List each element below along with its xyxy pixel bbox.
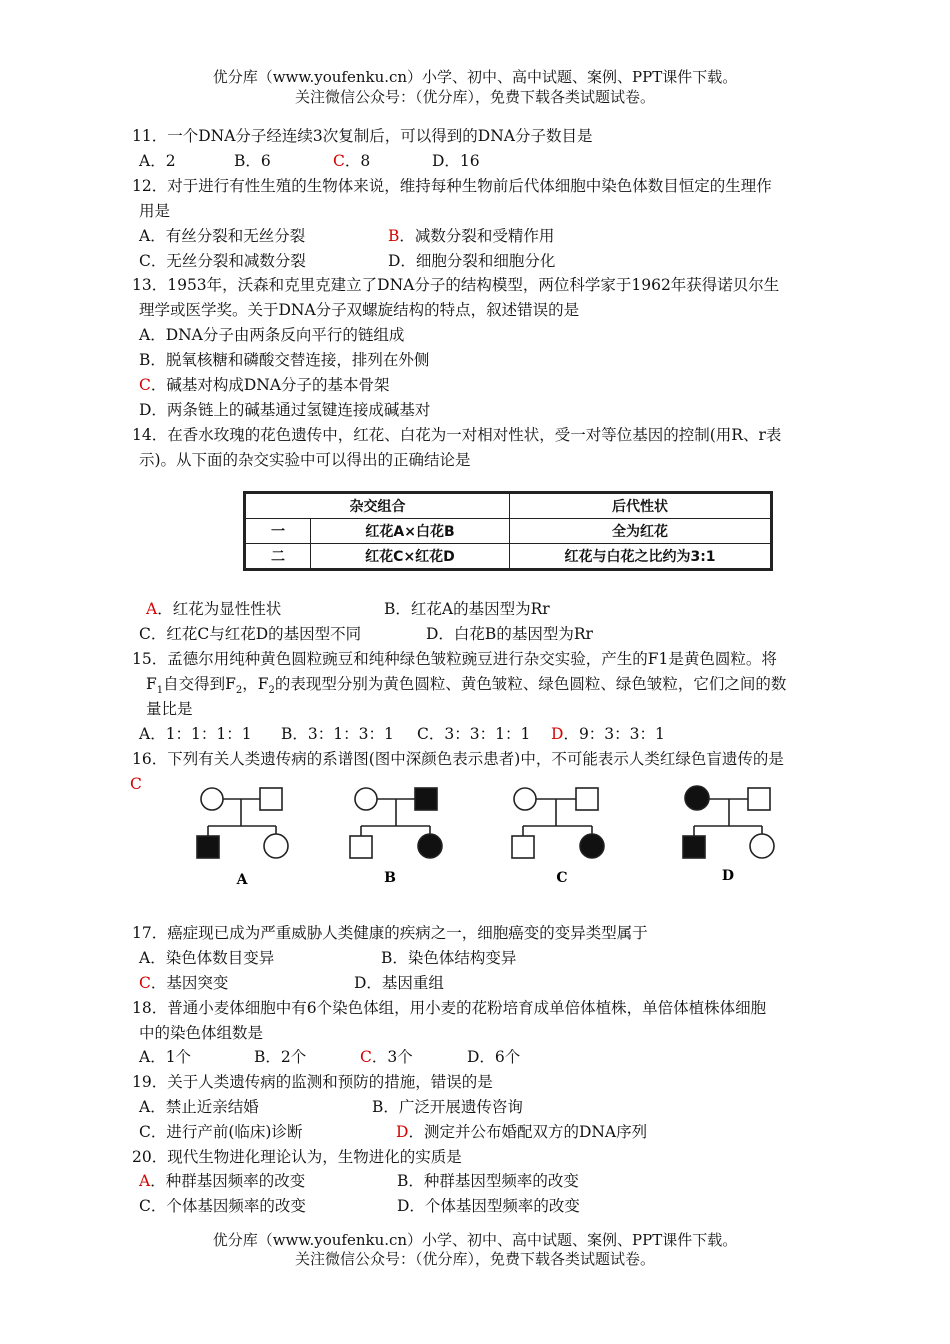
q14-option-a [146, 597, 281, 621]
q18-option-a: A．1个 [139, 1048, 192, 1066]
q15-option-b: B．3：1：3：1 [281, 725, 394, 743]
q20-stem: 20．现代生物进化理论认为，生物进化的实质是 [132, 1148, 462, 1166]
pedigree-c [512, 788, 604, 858]
q19-option-b: B．广泛开展遗传咨询 [372, 1098, 523, 1116]
q18-answer-letter: C [360, 1048, 372, 1066]
q17-stem: 17．癌症现已成为严重威胁人类健康的疾病之一，细胞癌变的变异类型属于 [132, 924, 648, 942]
q17-answer-letter: C [139, 974, 151, 992]
row-result: 全为红花 [510, 519, 772, 544]
q16-stem: 16．下列有关人类遗传病的系谱图(图中深颜色表示患者)中，不可能表示人类红绿色盲遗传的是 [132, 750, 784, 768]
q15-text: ，F [242, 675, 269, 693]
q18-option-c-text: ．3个 [371, 1048, 413, 1066]
q16-pedigree-figures [190, 780, 790, 890]
q15-text: 自交得到F [163, 675, 236, 693]
q11-stem: 11．一个DNA分子经连续3次复制后，可以得到的DNA分子数目是 [132, 127, 593, 145]
q12-stem-line-2: 用是 [139, 202, 171, 220]
q17-option-a: A．染色体数目变异 [139, 949, 275, 967]
q14-option-c: C．红花C与红花D的基因型不同 [139, 625, 362, 643]
q12-option-c: C．无丝分裂和减数分裂 [139, 252, 306, 270]
pedigree-label-d: D [721, 868, 735, 884]
q13-option-c [139, 373, 390, 397]
q14-cross-table [243, 491, 773, 571]
row-result: 红花与白花之比约为3:1 [510, 544, 772, 570]
q11-option-c [333, 149, 370, 173]
q20-option-c: C．个体基因频率的改变 [139, 1197, 306, 1215]
q11-option-d: D．16 [432, 152, 480, 170]
q17-option-c [139, 971, 228, 995]
q17-option-b: B．染色体结构变异 [381, 949, 517, 967]
q12-option-d: D．细胞分裂和细胞分化 [388, 252, 556, 270]
q15-option-c: C．3：3：1：1 [417, 725, 531, 743]
q19-answer-letter: D [396, 1123, 409, 1141]
q13-stem-line-1: 13．1953年，沃森和克里克建立了DNA分子的结构模型，两位科学家于1962年获得诺贝尔生 [132, 276, 780, 294]
row-id: 一 [245, 519, 311, 544]
q19-option-a: A．禁止近亲结婚 [139, 1098, 259, 1116]
q15-stem-line-1: 15．孟德尔用纯种黄色圆粒豌豆和纯种绿色皱粒豌豆进行杂交实验，产生的F1是黄色圆粒。将 [132, 650, 777, 668]
q19-option-d-text: ．测定并公布婚配双方的DNA序列 [408, 1123, 648, 1141]
q20-answer-letter: A [139, 1172, 151, 1190]
q15-option-d-text: ．9：3：3：1 [563, 725, 665, 743]
table-header-result: 后代性状 [510, 493, 772, 519]
q11-answer-letter: C [333, 152, 345, 170]
q12-option-b [388, 224, 554, 248]
q15-sub: 2 [235, 685, 243, 697]
q12-option-b-text: ．减数分裂和受精作用 [399, 227, 555, 245]
q13-option-a: A．DNA分子由两条反向平行的链组成 [139, 326, 405, 344]
q11-option-b: B．6 [234, 152, 271, 170]
q17-option-c-text: ．基因突变 [150, 974, 229, 992]
pedigree-b [350, 788, 442, 858]
pedigree-label-b: B [384, 870, 396, 886]
q18-option-b: B．2个 [254, 1048, 307, 1066]
header-line-2: 关注微信公众号：（优分库），免费下载各类试题试卷。 [294, 88, 655, 106]
q19-option-c: C．进行产前(临床)诊断 [139, 1123, 303, 1141]
q20-option-d: D．个体基因型频率的改变 [397, 1197, 580, 1215]
q15-answer-letter: D [551, 725, 564, 743]
pedigree-label-a: A [236, 872, 248, 888]
footer-line-1: 优分库（www.youfenku.cn）小学、初中、高中试题、案例、PPT课件下载。 [212, 1231, 738, 1249]
q15-option-a: A．1：1：1：1 [139, 725, 252, 743]
q15-sub: 1 [156, 685, 164, 697]
q20-option-b: B．种群基因型频率的改变 [397, 1172, 579, 1190]
q14-option-a-text: ．红花为显性性状 [157, 600, 282, 618]
table-row [245, 519, 772, 544]
q14-stem-line-2: 示)。从下面的杂交实验中可以得出的正确结论是 [139, 451, 471, 469]
header-line-1: 优分库（www.youfenku.cn）小学、初中、高中试题、案例、PPT课件下载。 [212, 68, 738, 86]
q12-answer-letter: B [388, 227, 400, 245]
q15-sub: 2 [268, 685, 275, 697]
q19-stem: 19．关于人类遗传病的监测和预防的措施，错误的是 [132, 1073, 493, 1091]
row-cross: 红花C×红花D [311, 544, 510, 570]
q19-option-d [396, 1120, 647, 1144]
q15-stem-line-2 [146, 672, 786, 703]
q14-option-d: D．白花B的基因型为Rr [426, 625, 593, 643]
q17-option-d: D．基因重组 [354, 974, 444, 992]
q18-option-d: D．6个 [467, 1048, 521, 1066]
q11-option-c-text: ．8 [344, 152, 371, 170]
q11-option-a: A．2 [139, 152, 176, 170]
q16-answer: C [130, 775, 142, 793]
q12-stem-line-1: 12．对于进行有性生殖的生物体来说，维持每种生物前后代体细胞中染色体数目恒定的生理作 [132, 177, 772, 195]
q15-text: 的表现型分别为黄色圆粒、黄色皱粒、绿色圆粒、绿色皱粒，它们之间的数 [274, 675, 787, 693]
pedigree-d [683, 786, 774, 858]
q18-stem-line-1: 18．普通小麦体细胞中有6个染色体组，用小麦的花粉培育成单倍体植株，单倍体植株体细胞 [132, 999, 767, 1017]
q13-option-d: D．两条链上的碱基通过氢键连接成碱基对 [139, 401, 431, 419]
q14-answer-letter: A [146, 600, 158, 618]
q20-option-a [139, 1169, 305, 1193]
q13-option-b: B．脱氧核糖和磷酸交替连接，排列在外侧 [139, 351, 430, 369]
q18-stem-line-2: 中的染色体组数是 [139, 1024, 264, 1042]
q12-option-a: A．有丝分裂和无丝分裂 [139, 227, 306, 245]
q20-option-a-text: ．种群基因频率的改变 [150, 1172, 306, 1190]
row-id: 二 [245, 544, 311, 570]
q15-f: F [146, 675, 157, 693]
q13-option-c-text: ．碱基对构成DNA分子的基本骨架 [150, 376, 390, 394]
table-row [245, 544, 772, 570]
q14-option-b: B．红花A的基因型为Rr [384, 600, 550, 618]
q18-option-c [360, 1045, 413, 1069]
pedigree-a [197, 788, 288, 858]
row-cross: 红花A×白花B [311, 519, 510, 544]
q14-stem-line-1: 14．在香水玫瑰的花色遗传中，红花、白花为一对相对性状，受一对等位基因的控制(用R、r表 [132, 426, 782, 444]
pedigree-label-c: C [556, 870, 568, 886]
q13-answer-letter: C [139, 376, 151, 394]
q15-option-d [551, 722, 665, 746]
q15-stem-line-3: 量比是 [146, 700, 193, 718]
footer-line-2: 关注微信公众号：（优分库），免费下载各类试题试卷。 [294, 1250, 655, 1268]
table-header-cross: 杂交组合 [245, 493, 510, 519]
q13-stem-line-2: 理学或医学奖。关于DNA分子双螺旋结构的特点，叙述错误的是 [139, 301, 580, 319]
table-header-row [245, 493, 772, 519]
